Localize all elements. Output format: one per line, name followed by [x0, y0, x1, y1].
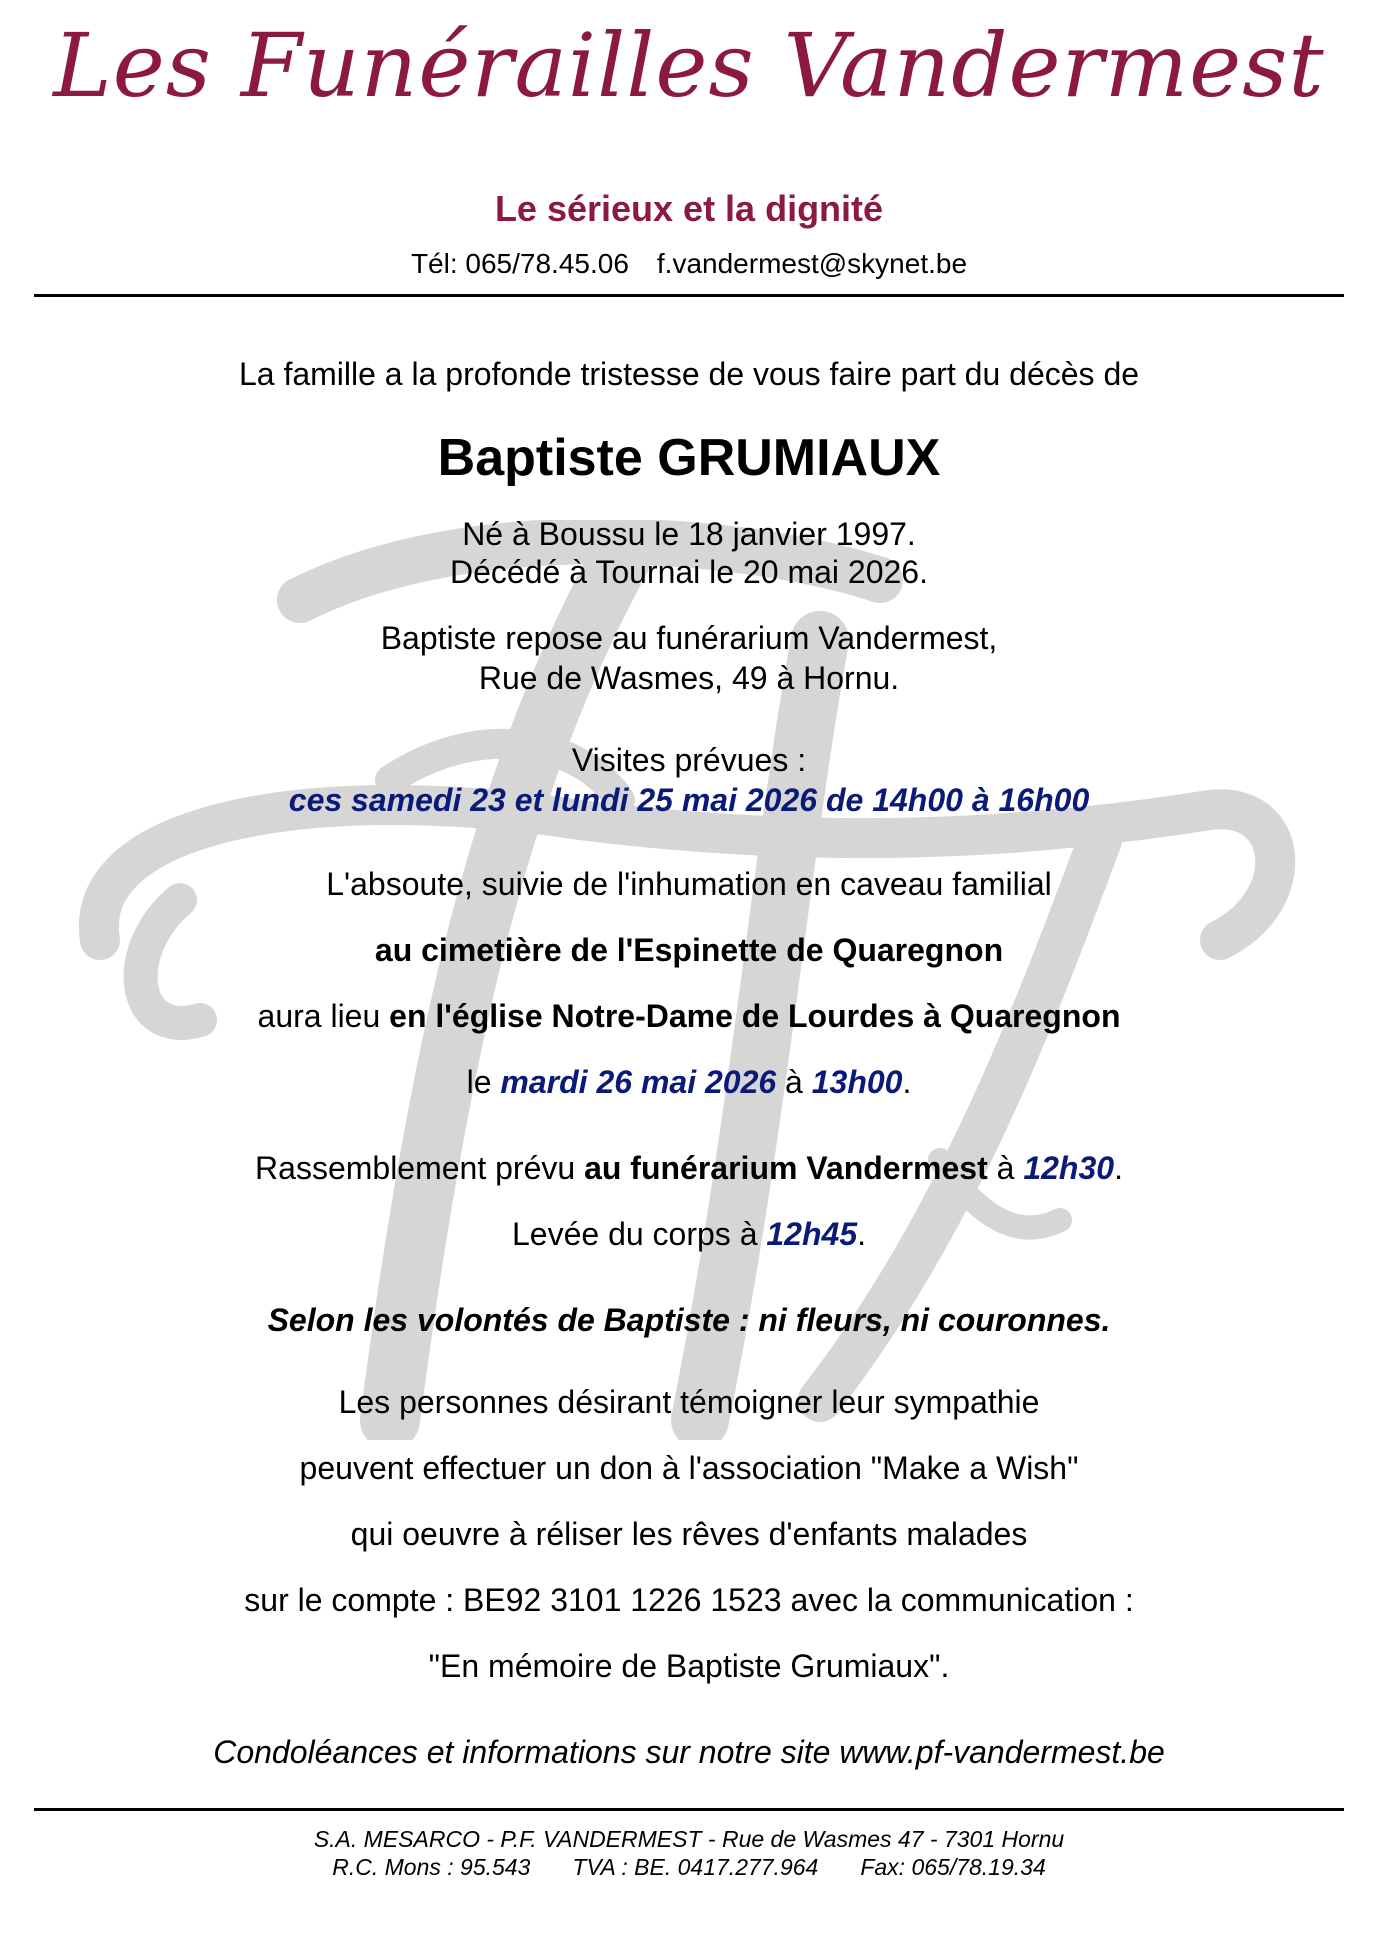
donation-line3: qui oeuvre à réliser les rêves d'enfants malades	[350, 1516, 1028, 1552]
footer-rc: R.C. Mons : 95.543	[332, 1854, 531, 1880]
gathering-time: 12h30	[1023, 1150, 1115, 1186]
period: .	[857, 1216, 866, 1252]
footer-line2	[0, 1854, 1378, 1881]
ceremony-date: mardi 26 mai 2026	[500, 1064, 777, 1100]
death-info: Décédé à Tournai le 20 mai 2026.	[450, 554, 928, 590]
ceremony-time: 13h00	[811, 1064, 903, 1100]
date-prefix: le	[466, 1064, 501, 1100]
footer-tva: TVA : BE. 0417.277.964	[572, 1854, 819, 1880]
condolences-line[interactable]: Condoléances et informations sur notre site www.pf-vandermest.be	[213, 1734, 1165, 1770]
lift-prefix: Levée du corps à	[511, 1216, 767, 1252]
footer-fax: Fax: 065/78.19.34	[860, 1854, 1046, 1880]
footer-line1: S.A. MESARCO - P.F. VANDERMEST - Rue de Wasmes 47 - 7301 Hornu	[313, 1826, 1065, 1852]
cemetery-line: au cimetière de l'Espinette de Quaregnon	[374, 932, 1004, 968]
deceased-name: Baptiste GRUMIAUX	[437, 429, 941, 487]
brand-title: Les Funérailles Vandermest	[53, 14, 1325, 117]
rest-location-line2: Rue de Wasmes, 49 à Hornu.	[478, 660, 900, 696]
gathering-prefix: Rassemblement prévu	[255, 1150, 585, 1186]
donation-line4: sur le compte : BE92 3101 1226 1523 avec la communication :	[244, 1582, 1134, 1618]
gathering-at: à	[987, 1150, 1024, 1186]
period: .	[902, 1064, 912, 1100]
visits-label: Visites prévues :	[571, 742, 807, 778]
intro-text: La famille a la profonde tristesse de vous faire part du décès de	[238, 356, 1140, 392]
absolution-line: L'absoute, suivie de l'inhumation en caveau familial	[326, 866, 1052, 902]
donation-line2: peuvent effectuer un don à l'association "Make a Wish"	[299, 1450, 1079, 1486]
birth-info: Né à Boussu le 18 janvier 1997.	[462, 516, 916, 552]
phone-number: Tél: 065/78.45.06	[410, 248, 629, 279]
donation-line5: "En mémoire de Baptiste Grumiaux".	[428, 1648, 950, 1684]
gathering-place: au funérarium Vandermest	[584, 1150, 988, 1186]
church-name: en l'église Notre-Dame de Lourdes à Quaregnon	[389, 998, 1121, 1034]
period: .	[1114, 1150, 1123, 1186]
brand-motto: Le sérieux et la dignité	[494, 188, 884, 229]
ceremony-line	[0, 998, 1378, 1035]
lift-time: 12h45	[766, 1216, 858, 1252]
time-prefix: à	[776, 1064, 812, 1100]
visits-dates: ces samedi 23 et lundi 25 mai 2026 de 14h00 à 16h00	[288, 782, 1090, 818]
wishes-line: Selon les volontés de Baptiste : ni fleurs, ni couronnes.	[267, 1302, 1111, 1338]
email-address[interactable]: f.vandermest@skynet.be	[656, 248, 968, 279]
header-divider	[34, 294, 1344, 297]
ceremony-date-line	[0, 1064, 1378, 1101]
contact-line	[0, 248, 1378, 280]
ceremony-prefix: aura lieu	[257, 998, 390, 1034]
donation-line1: Les personnes désirant témoigner leur sympathie	[338, 1384, 1040, 1420]
gathering-line	[0, 1150, 1378, 1187]
rest-location-line1: Baptiste repose au funérarium Vandermest,	[380, 620, 998, 656]
lift-line	[0, 1216, 1378, 1253]
footer-divider	[34, 1808, 1344, 1811]
